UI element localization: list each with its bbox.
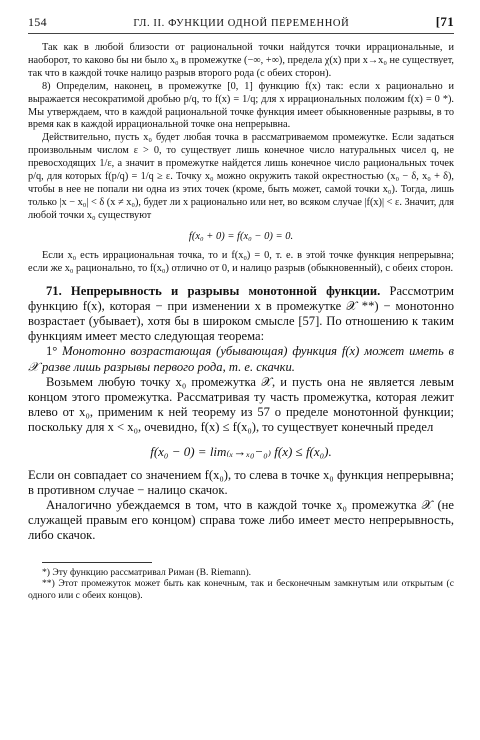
footnotes xyxy=(28,567,454,602)
paragraph: Если он совпадает со значением f(x₀), то слева в точке x₀ функция непрерывна; в противном случае − налицо скачок. xyxy=(28,467,454,497)
theorem xyxy=(28,344,454,374)
paragraph: 8) Определим, наконец, в промежутке [0, 1] функцию f(x) так: если x рационально и выражается несократимой дробью p/q, то f(x) = 1/q; для x иррациональных положим f(x) = 0 *). Мы утверждаем, что в каждой рациональной точке функция имеет обыкновенные разрывы, в то время как в каждой иррациональной точке она непрерывна. xyxy=(28,80,454,131)
paragraph: Действительно, пусть x₀ будет любая точка в рассматриваемом промежутке. Если задаться произвольным числом ε > 0, то существует лишь конечное число натуральных чисел q, не превосходящих 1/ε, а значит в промежутке найдется лишь конечное число рациональных точек p/q, для которых f(p/q) = 1/q ≥ ε. Точку x₀ можно окружить такой окрестностью (x₀ − δ, x₀ + δ), чтобы в нее не попали ни одна из этих точек (кроме, быть может, самой точки x₀). Тогда, лишь только |x − x₀| < δ (x ≠ x₀), будет ли x рационально или нет, во всяком случае |f(x)| < ε. Значит, для любой точки x₀ существуют xyxy=(28,132,454,221)
running-header xyxy=(28,14,454,34)
limit-formula: f(x₀ − 0) = lim₍ₓ→ₓ₀−₀₎ f(x) ≤ f(x₀). xyxy=(150,443,332,459)
proof-paragraph: Возьмем любую точку x₀ промежутка 𝒳, и пусть она не является левым концом этого промежутка. Рассматривая ту часть промежутка, которая лежит влево от x₀, применим к ней теорему из 57 о пределе монотонной функции; поскольку для x < x₀, очевидно, f(x) ≤ f(x₀), то существует конечный предел xyxy=(28,374,454,435)
section-number-right: [71 xyxy=(435,14,454,29)
running-title: ГЛ. II. ФУНКЦИИ ОДНОЙ ПЕРЕМЕННОЙ xyxy=(133,18,350,29)
footnote: **) Этот промежуток может быть как конечным, так и бесконечным замкнутым или открытым (с одного или с обеих концов). xyxy=(28,578,454,601)
footnote: *) Эту функцию рассматривал Риман (B. Riemann). xyxy=(42,566,252,578)
footnote-divider xyxy=(42,562,152,563)
theorem-statement: Монотонно возрастающая (убывающая) функция f(x) может иметь в 𝒳 разве лишь разрывы первого рода, т. е. скачки. xyxy=(28,344,454,374)
section-heading: 71. Непрерывность и разрывы монотонной функции. xyxy=(46,283,381,298)
paragraph: Аналогично убеждаемся в том, что в каждой точке x₀ промежутка 𝒳 (не служащей правым его концом) справа тоже либо имеет место непрерывность, либо скачок. xyxy=(28,497,454,543)
paragraph: Так как в любой близости от рациональной точки найдутся точки иррациональные, и наоборот, то каково бы ни было x₀ в промежутке (−∞, +∞), предела χ(x) при x→x₀ не существует, так что в каждой точке налицо разрыв второго рода (с обеих сторон). xyxy=(28,42,454,79)
paragraph: Если x₀ есть иррациональная точка, то и f(x₀) = 0, т. е. в этой точке функция непрерывна; если же x₀ рационально, то f(x₀) отлично от 0, и налицо разрыв (обыкновенный), с обеих сторон. xyxy=(28,249,454,274)
section-paragraph xyxy=(28,284,454,345)
section-71 xyxy=(28,284,454,544)
small-print-block xyxy=(28,42,454,276)
theorem-number: 1° xyxy=(46,344,58,359)
section-intro: Рассмотрим функцию f(x), которая − при изменении x в промежутке 𝒳 **) − монотонно возрастает (убывает), хотя бы в широком смысле [57]. По отношению к таким функциям имеет место следующая теорема: xyxy=(28,283,454,344)
formula: f(x₀ + 0) = f(x₀ − 0) = 0. xyxy=(188,230,294,242)
page-number-left: 154 xyxy=(28,15,47,29)
